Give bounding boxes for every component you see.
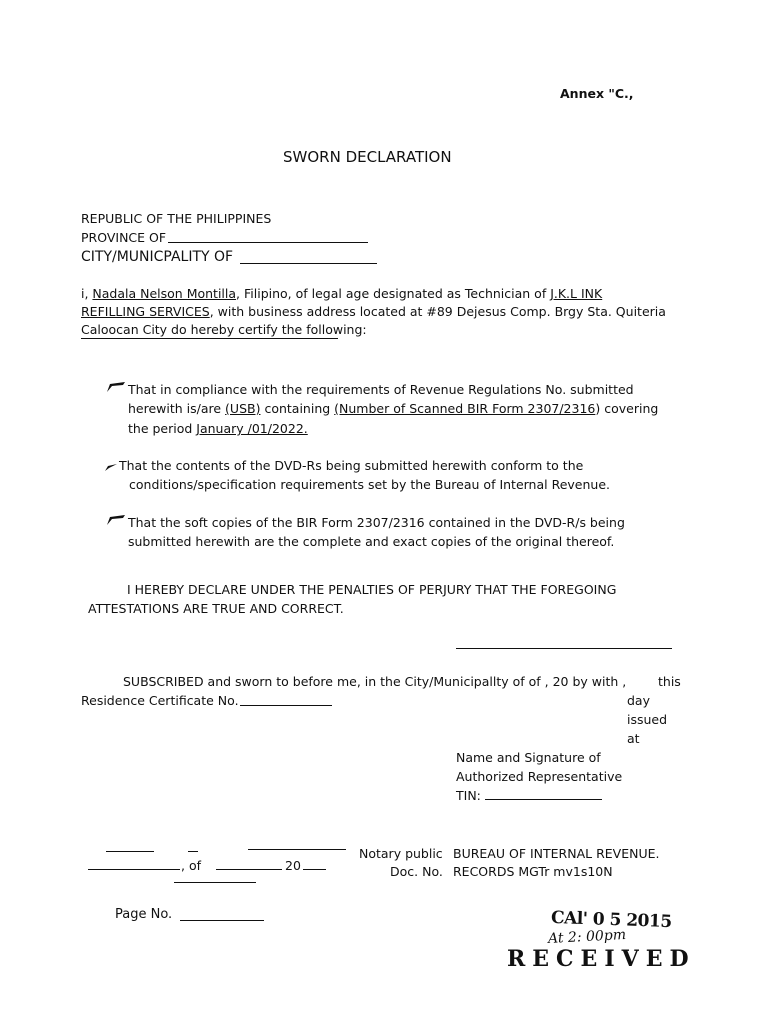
stamp-time: At 2: 00pm — [547, 926, 627, 948]
notary-blank-top-2 — [188, 851, 198, 852]
subscribed-issued: issued — [627, 712, 668, 727]
bullet-1-icon — [106, 381, 126, 393]
city-label: CITY/MUNICPALITY OF — [81, 249, 234, 265]
item-3-line-2: submitted herewith are the complete and exact copies of the original thereof. — [128, 534, 615, 549]
intro-line-3: Caloocan City do hereby certify the following: — [81, 322, 367, 337]
signature-line — [456, 648, 672, 649]
notary-year: 20 — [285, 858, 301, 873]
intro-p3: , with business address located at #89 Dejesus Comp. Brgy Sta. Quiteria — [209, 304, 666, 319]
item-1-line-2 — [128, 401, 658, 416]
subscribed-this: this — [658, 674, 681, 689]
item-1-line-1: That in compliance with the requirements of Revenue Regulations No. submitted — [128, 382, 634, 397]
records-label: RECORDS MGTr mv1s10N — [453, 864, 613, 879]
company-name-a: J.K.L INK — [550, 286, 603, 301]
intro-underline — [81, 338, 338, 339]
intro-p1: i, — [81, 286, 93, 301]
annex-label: Annex "C., — [560, 86, 634, 101]
doc-no-label: Doc. No. — [390, 864, 443, 879]
notary-blank-year — [303, 869, 326, 870]
subscribed-at: at — [627, 731, 640, 746]
item-1-usb: (USB) — [225, 401, 261, 416]
intro-line-1 — [81, 286, 602, 301]
item-1-l2b: containing — [260, 401, 335, 416]
notary-blank-name — [88, 869, 180, 870]
page-no-blank — [180, 920, 264, 921]
subscribed-day: day — [627, 693, 650, 708]
city-blank — [240, 263, 377, 264]
item-1-form-count: (Number of Scanned BIR Form 2307/2316 — [334, 401, 596, 416]
item-3-line-1: That the soft copies of the BIR Form 2307/2316 contained in the DVD-R/s being — [128, 515, 625, 530]
province-label: PROVINCE OF — [81, 230, 167, 245]
declaration-line-1: I HEREBY DECLARE UNDER THE PENALTIES OF PERJURY THAT THE FOREGOING — [127, 582, 617, 597]
province-blank — [168, 242, 368, 243]
subscribed-line-1: SUBSCRIBED and sworn to before me, in the City/Municipallty of of , 20 by with , — [123, 674, 627, 689]
item-1-period: January /01/2022. — [196, 421, 308, 436]
signature-auth-label: Authorized Representative — [456, 769, 623, 784]
item-1-line-3 — [128, 421, 308, 436]
residence-cert-label: Residence Certificate No. — [81, 693, 239, 708]
item-1-l2a: herewith is/are — [128, 401, 226, 416]
notary-blank-bottom — [174, 882, 256, 883]
item-1-l2c: ) covering — [595, 401, 659, 416]
stamp-date: CAl' 0 5 2015 — [550, 907, 672, 933]
declaration-line-2: ATTESTATIONS ARE TRUE AND CORRECT. — [88, 601, 344, 616]
bullet-3-icon — [106, 514, 126, 526]
notary-blank-top-3 — [248, 849, 346, 850]
page-no-label: Page No. — [115, 907, 173, 922]
notary-public-label: Notary public — [359, 846, 443, 861]
intro-p2: , Filipino, of legal age designated as Technician of — [236, 286, 551, 301]
bureau-label: BUREAU OF INTERNAL REVENUE. — [453, 846, 660, 861]
tin-blank — [485, 799, 602, 800]
signature-name-label: Name and Signature of — [456, 750, 601, 765]
notary-of: , of — [181, 858, 201, 873]
residence-cert-blank — [240, 705, 332, 706]
item-2-line-2: conditions/specification requirements set by the Bureau of Internal Revenue. — [129, 477, 610, 492]
stamp-received: RECEIVED — [507, 946, 696, 972]
notary-blank-top-1 — [106, 851, 154, 852]
notary-blank-of — [216, 869, 282, 870]
declarant-name: Nadala Nelson Montilla — [92, 286, 237, 301]
bullet-2-icon — [104, 462, 118, 472]
company-name-b: REFILLING SERVICES — [81, 304, 210, 319]
republic-line: REPUBLIC OF THE PHILIPPINES — [81, 211, 272, 226]
intro-line-2 — [81, 304, 666, 319]
tin-label: TIN: — [456, 788, 481, 803]
item-2-line-1: That the contents of the DVD-Rs being submitted herewith conform to the — [119, 458, 584, 473]
item-1-l3a: the period — [128, 421, 197, 436]
page-title: SWORN DECLARATION — [283, 148, 452, 166]
